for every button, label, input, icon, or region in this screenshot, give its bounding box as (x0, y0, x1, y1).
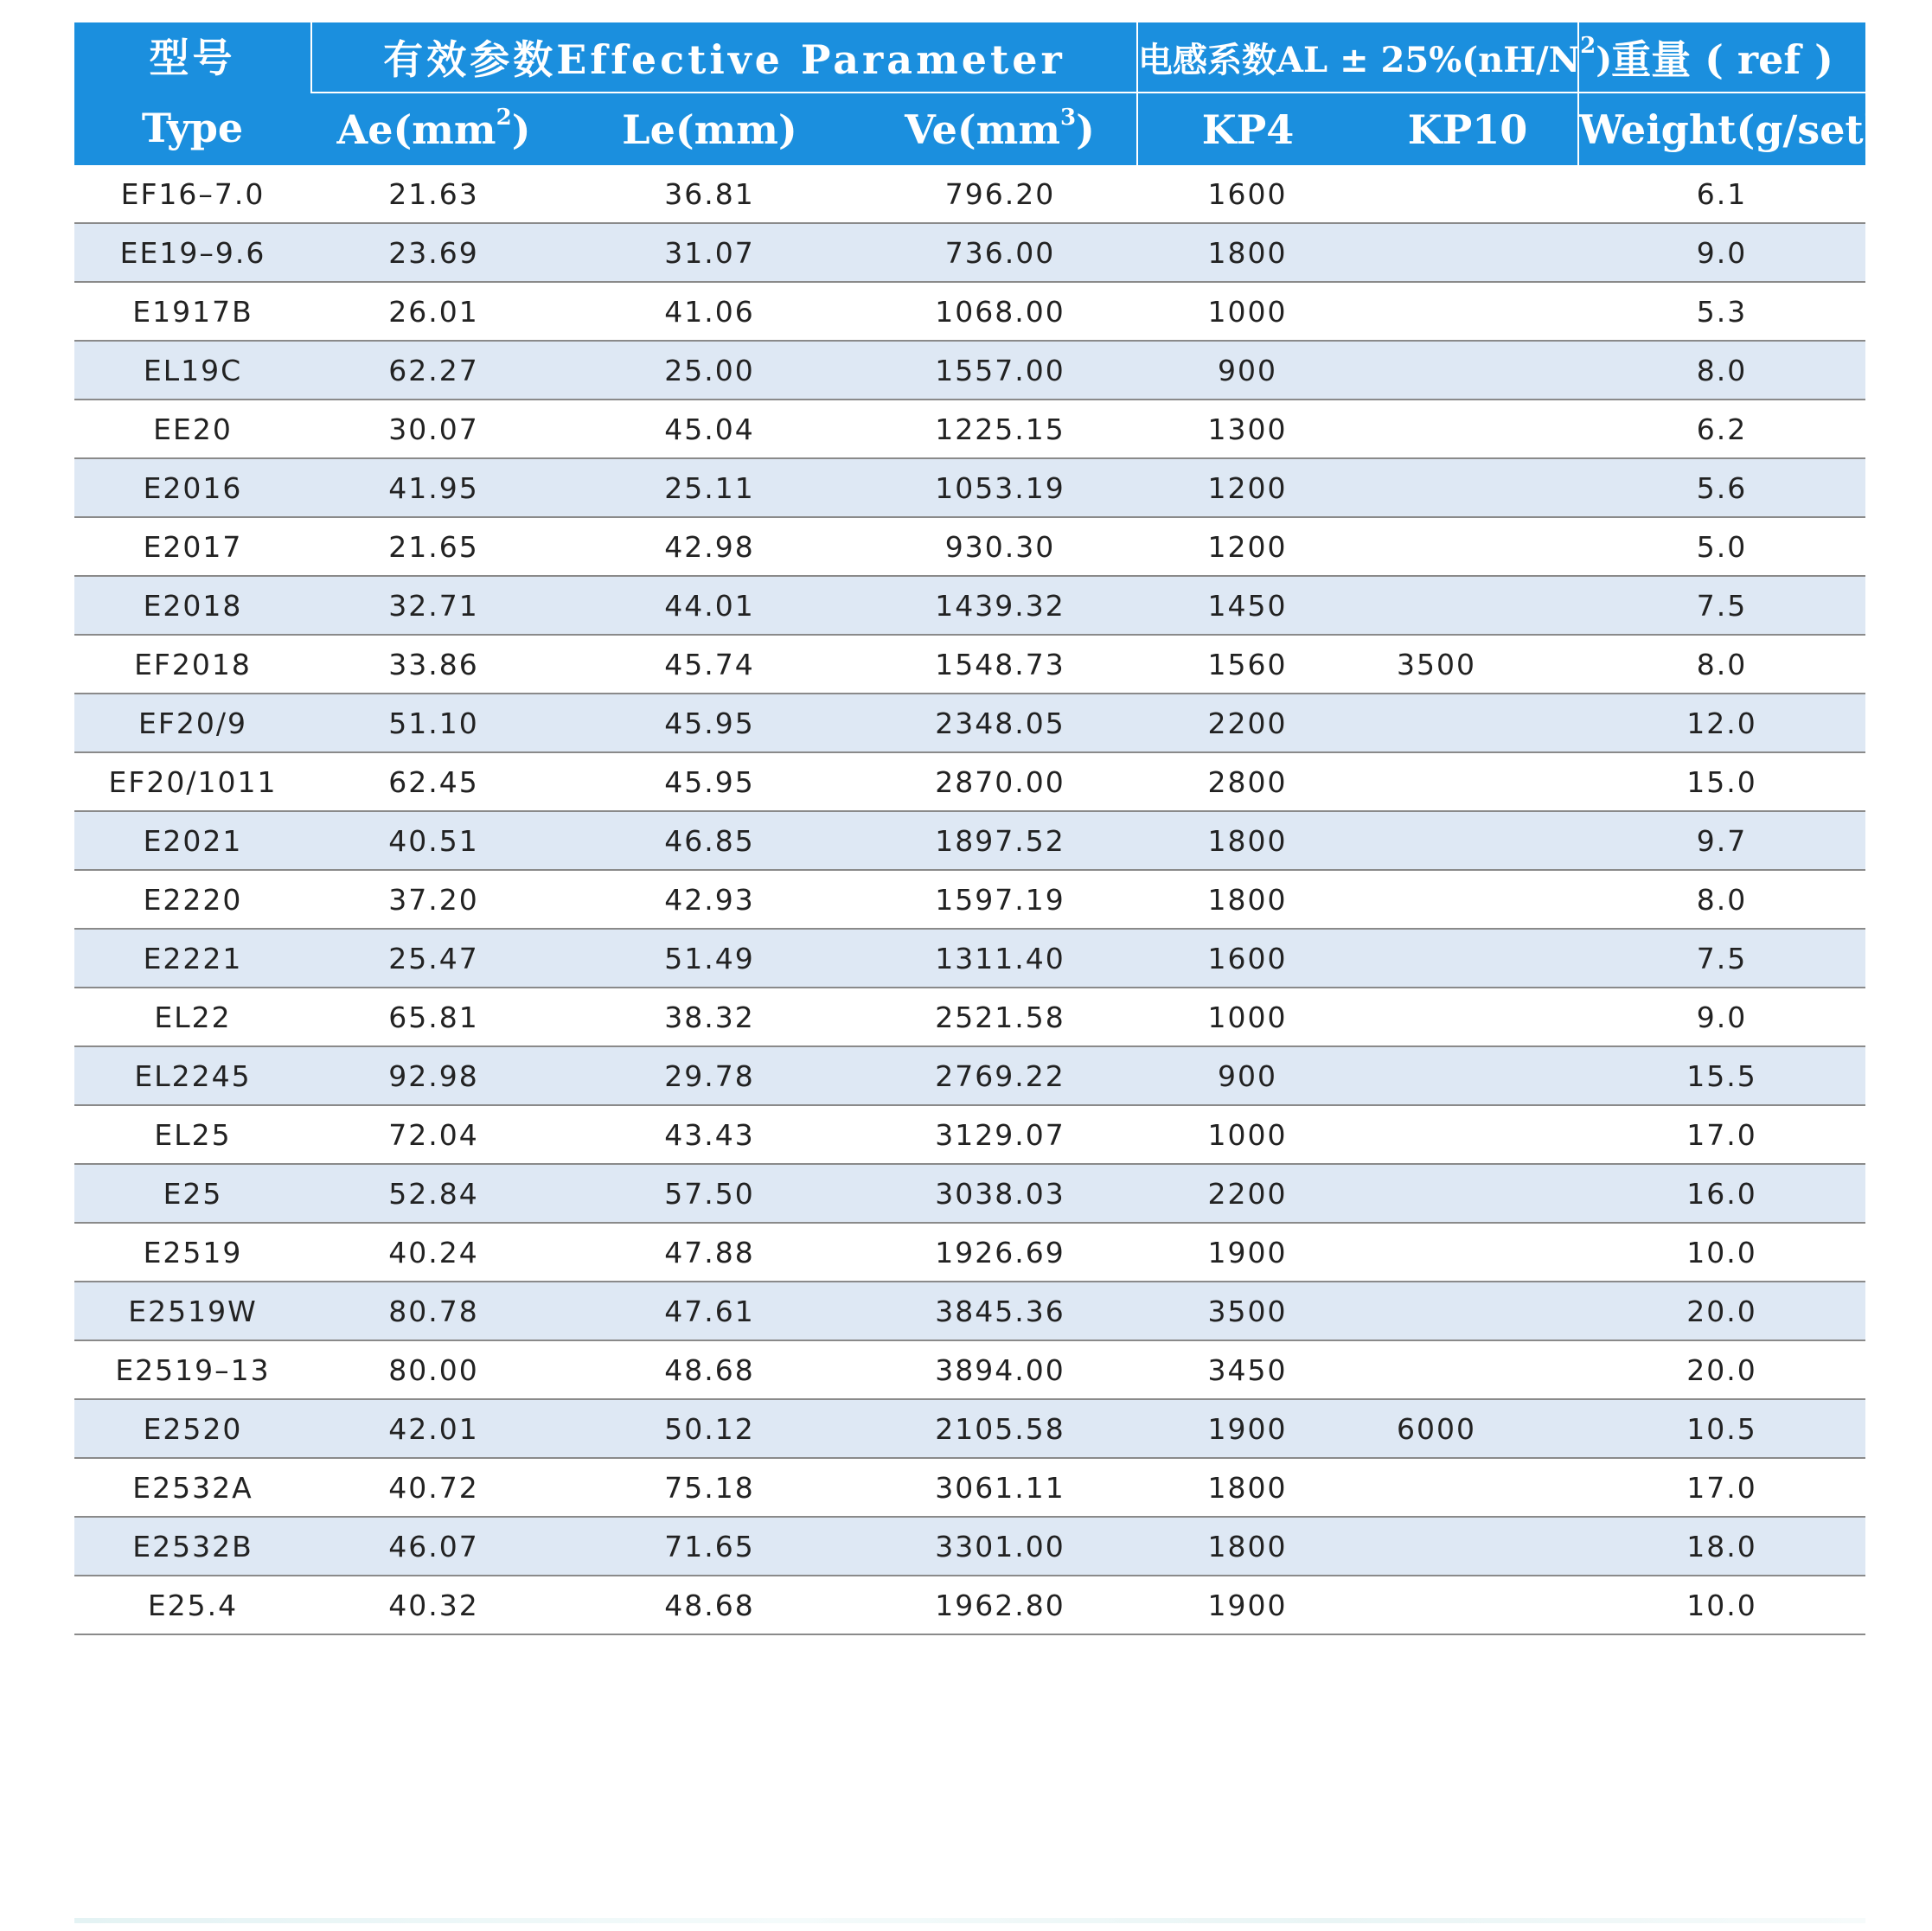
weight-cell: 5.0 (1578, 517, 1865, 576)
ae-cell: 65.81 (311, 988, 556, 1046)
ae-cell: 62.45 (311, 752, 556, 811)
le-cell: 25.11 (556, 458, 863, 517)
kp4-cell: 2200 (1137, 1164, 1358, 1223)
le-cell: 45.95 (556, 752, 863, 811)
weight-cell: 18.0 (1578, 1517, 1865, 1576)
ve-cell: 2870.00 (863, 752, 1137, 811)
table-body (74, 165, 1865, 1634)
kp10-cell: 3500 (1358, 635, 1578, 694)
table-row (74, 1105, 1865, 1164)
weight-cell: 8.0 (1578, 341, 1865, 400)
effective-parameter-label: 有效参数Effective Parameter (383, 36, 1065, 83)
kp4-cell: 1600 (1137, 929, 1358, 988)
effective-parameter-header (311, 22, 1137, 93)
kp4-cell: 1800 (1137, 223, 1358, 282)
type-cell: E2519 (74, 1223, 311, 1282)
kp4-cell: 900 (1137, 1046, 1358, 1105)
le-cell: 48.68 (556, 1340, 863, 1399)
le-cell: 25.00 (556, 341, 863, 400)
weight-header-cn (1578, 22, 1865, 93)
kp4-cell: 3500 (1137, 1282, 1358, 1340)
kp10-cell (1358, 517, 1578, 576)
kp4-cell: 1300 (1137, 400, 1358, 458)
le-cell: 45.95 (556, 694, 863, 752)
ve-cell: 1068.00 (863, 282, 1137, 341)
weight-header-cn-label: 重量 ( ref ) (1611, 36, 1833, 83)
kp10-cell (1358, 165, 1578, 223)
ve-cell: 3129.07 (863, 1105, 1137, 1164)
kp4-cell: 1800 (1137, 870, 1358, 929)
kp10-cell (1358, 576, 1578, 635)
kp10-cell (1358, 1164, 1578, 1223)
kp4-cell: 1000 (1137, 1105, 1358, 1164)
type-cell: E25 (74, 1164, 311, 1223)
ae-cell: 25.47 (311, 929, 556, 988)
kp10-cell (1358, 458, 1578, 517)
le-cell: 50.12 (556, 1399, 863, 1458)
kp4-cell: 2200 (1137, 694, 1358, 752)
table-row (74, 1282, 1865, 1340)
ae-cell: 46.07 (311, 1517, 556, 1576)
kp4-cell: 1900 (1137, 1399, 1358, 1458)
ae-cell: 30.07 (311, 400, 556, 458)
le-cell: 47.88 (556, 1223, 863, 1282)
ae-cell: 40.72 (311, 1458, 556, 1517)
ae-cell: 32.71 (311, 576, 556, 635)
le-cell: 44.01 (556, 576, 863, 635)
ae-cell: 52.84 (311, 1164, 556, 1223)
type-cell: E25.4 (74, 1576, 311, 1634)
weight-cell: 6.2 (1578, 400, 1865, 458)
type-cell: E2016 (74, 458, 311, 517)
kp10-cell (1358, 1340, 1578, 1399)
ae-cell: 40.51 (311, 811, 556, 870)
ve-cell: 3038.03 (863, 1164, 1137, 1223)
ae-cell: 41.95 (311, 458, 556, 517)
table-row (74, 1340, 1865, 1399)
ve-cell: 2105.58 (863, 1399, 1137, 1458)
table-row (74, 400, 1865, 458)
table-row (74, 1458, 1865, 1517)
table-row (74, 870, 1865, 929)
le-cell: 31.07 (556, 223, 863, 282)
kp10-cell (1358, 1458, 1578, 1517)
table-row (74, 1517, 1865, 1576)
inductance-factor-label: 电感系数AL ± 25%(nH/N (1138, 39, 1581, 80)
kp4-cell: 1600 (1137, 165, 1358, 223)
type-cell: EF2018 (74, 635, 311, 694)
ve-cell: 1962.80 (863, 1576, 1137, 1634)
type-cell: E2018 (74, 576, 311, 635)
ve-cell: 1597.19 (863, 870, 1137, 929)
type-cell: EF20/9 (74, 694, 311, 752)
le-cell: 41.06 (556, 282, 863, 341)
kp4-cell: 1560 (1137, 635, 1358, 694)
ae-header-sup: 2 (496, 104, 512, 131)
ve-cell: 1557.00 (863, 341, 1137, 400)
weight-cell: 10.0 (1578, 1223, 1865, 1282)
ae-cell: 42.01 (311, 1399, 556, 1458)
weight-cell: 8.0 (1578, 870, 1865, 929)
le-cell: 45.74 (556, 635, 863, 694)
le-cell: 45.04 (556, 400, 863, 458)
ae-cell: 80.78 (311, 1282, 556, 1340)
type-cell: E2532A (74, 1458, 311, 1517)
ve-cell: 1926.69 (863, 1223, 1137, 1282)
type-cell: EE19–9.6 (74, 223, 311, 282)
type-cell: E2220 (74, 870, 311, 929)
le-cell: 71.65 (556, 1517, 863, 1576)
kp10-cell (1358, 400, 1578, 458)
ve-cell: 3894.00 (863, 1340, 1137, 1399)
kp4-header: KP4 (1137, 93, 1358, 165)
kp10-cell: 6000 (1358, 1399, 1578, 1458)
kp10-cell (1358, 694, 1578, 752)
weight-cell: 17.0 (1578, 1458, 1865, 1517)
kp10-cell (1358, 1517, 1578, 1576)
kp10-cell (1358, 1046, 1578, 1105)
table-row (74, 517, 1865, 576)
table-row (74, 458, 1865, 517)
type-cell: E2221 (74, 929, 311, 988)
ae-cell: 33.86 (311, 635, 556, 694)
le-cell: 38.32 (556, 988, 863, 1046)
kp4-cell: 1800 (1137, 811, 1358, 870)
ae-header-close: ) (511, 106, 531, 153)
le-header: Le(mm) (556, 93, 863, 165)
weight-cell: 6.1 (1578, 165, 1865, 223)
ve-cell: 930.30 (863, 517, 1137, 576)
le-cell: 51.49 (556, 929, 863, 988)
le-cell: 42.98 (556, 517, 863, 576)
inductance-factor-sup: 2 (1580, 32, 1596, 59)
type-cell: EE20 (74, 400, 311, 458)
weight-cell: 10.0 (1578, 1576, 1865, 1634)
le-cell: 48.68 (556, 1576, 863, 1634)
table-row (74, 1164, 1865, 1223)
inductance-factor-close: ) (1596, 39, 1613, 80)
le-cell: 57.50 (556, 1164, 863, 1223)
weight-cell: 9.0 (1578, 988, 1865, 1046)
type-cell: EF20/1011 (74, 752, 311, 811)
table-row (74, 576, 1865, 635)
type-header-cn: 型号 (149, 35, 236, 81)
ve-cell: 3301.00 (863, 1517, 1137, 1576)
ve-header-label: Ve(mm (905, 106, 1060, 153)
ae-header-label: Ae(mm (336, 106, 496, 153)
ae-cell: 21.65 (311, 517, 556, 576)
ae-cell: 62.27 (311, 341, 556, 400)
weight-cell: 20.0 (1578, 1340, 1865, 1399)
weight-cell: 7.5 (1578, 929, 1865, 988)
type-cell: E2519W (74, 1282, 311, 1340)
kp4-cell: 1900 (1137, 1223, 1358, 1282)
ve-cell: 2521.58 (863, 988, 1137, 1046)
weight-cell: 15.0 (1578, 752, 1865, 811)
table-row (74, 694, 1865, 752)
kp4-cell: 1450 (1137, 576, 1358, 635)
ae-cell: 23.69 (311, 223, 556, 282)
type-cell: E1917B (74, 282, 311, 341)
kp10-cell (1358, 282, 1578, 341)
ve-cell: 736.00 (863, 223, 1137, 282)
type-cell: EF16–7.0 (74, 165, 311, 223)
weight-cell: 9.7 (1578, 811, 1865, 870)
table-row (74, 635, 1865, 694)
kp10-cell (1358, 1105, 1578, 1164)
kp4-cell: 1200 (1137, 517, 1358, 576)
ve-cell: 1311.40 (863, 929, 1137, 988)
kp4-cell: 1000 (1137, 282, 1358, 341)
kp10-cell (1358, 1282, 1578, 1340)
ae-cell: 51.10 (311, 694, 556, 752)
ae-cell: 80.00 (311, 1340, 556, 1399)
table-header (74, 22, 1883, 165)
ve-cell: 796.20 (863, 165, 1137, 223)
ve-cell: 1439.32 (863, 576, 1137, 635)
kp10-cell (1358, 870, 1578, 929)
table-row (74, 282, 1865, 341)
le-cell: 75.18 (556, 1458, 863, 1517)
kp10-cell (1358, 1223, 1578, 1282)
kp10-cell (1358, 929, 1578, 988)
ae-header (311, 93, 556, 165)
weight-cell: 7.5 (1578, 576, 1865, 635)
table-row (74, 929, 1865, 988)
ve-cell: 3845.36 (863, 1282, 1137, 1340)
ve-cell: 3061.11 (863, 1458, 1137, 1517)
kp10-cell (1358, 223, 1578, 282)
le-cell: 43.43 (556, 1105, 863, 1164)
kp10-cell (1358, 752, 1578, 811)
kp4-cell: 900 (1137, 341, 1358, 400)
type-cell: E2520 (74, 1399, 311, 1458)
kp10-header: KP10 (1358, 93, 1578, 165)
table-row (74, 1576, 1865, 1634)
weight-header-en: Weight(g/set) (1578, 93, 1865, 165)
type-cell: EL2245 (74, 1046, 311, 1105)
table-row (74, 1223, 1865, 1282)
le-cell: 42.93 (556, 870, 863, 929)
type-cell: E2017 (74, 517, 311, 576)
type-header-en: Type (141, 105, 244, 151)
spec-sheet (74, 22, 1883, 1635)
ae-cell: 72.04 (311, 1105, 556, 1164)
weight-cell: 12.0 (1578, 694, 1865, 752)
kp4-cell: 1200 (1137, 458, 1358, 517)
weight-cell: 16.0 (1578, 1164, 1865, 1223)
type-cell: E2532B (74, 1517, 311, 1576)
type-cell: E2519–13 (74, 1340, 311, 1399)
type-cell: EL22 (74, 988, 311, 1046)
type-cell: E2021 (74, 811, 311, 870)
kp4-cell: 1800 (1137, 1458, 1358, 1517)
inductance-factor-header (1137, 22, 1613, 93)
ae-cell: 26.01 (311, 282, 556, 341)
table-row (74, 988, 1865, 1046)
type-cell: EL25 (74, 1105, 311, 1164)
kp4-cell: 1900 (1137, 1576, 1358, 1634)
kp4-cell: 1800 (1137, 1517, 1358, 1576)
ve-cell: 1053.19 (863, 458, 1137, 517)
ae-cell: 40.32 (311, 1576, 556, 1634)
weight-cell: 20.0 (1578, 1282, 1865, 1340)
weight-cell: 5.6 (1578, 458, 1865, 517)
type-cell: EL19C (74, 341, 311, 400)
weight-cell: 17.0 (1578, 1105, 1865, 1164)
weight-cell: 10.5 (1578, 1399, 1865, 1458)
kp4-cell: 3450 (1137, 1340, 1358, 1399)
table-row (74, 1399, 1865, 1458)
ve-cell: 1225.15 (863, 400, 1137, 458)
weight-cell: 15.5 (1578, 1046, 1865, 1105)
core-parameter-table (74, 22, 1883, 1635)
kp4-cell: 2800 (1137, 752, 1358, 811)
ve-cell: 2769.22 (863, 1046, 1137, 1105)
weight-cell: 9.0 (1578, 223, 1865, 282)
weight-cell: 5.3 (1578, 282, 1865, 341)
type-header (74, 22, 311, 165)
ve-cell: 1548.73 (863, 635, 1137, 694)
ve-header-sup: 3 (1060, 104, 1077, 131)
kp4-cell: 1000 (1137, 988, 1358, 1046)
weight-cell: 8.0 (1578, 635, 1865, 694)
ae-cell: 92.98 (311, 1046, 556, 1105)
le-cell: 47.61 (556, 1282, 863, 1340)
ve-header-close: ) (1076, 106, 1095, 153)
ve-header (863, 93, 1137, 165)
table-row (74, 811, 1865, 870)
table-row (74, 752, 1865, 811)
le-cell: 29.78 (556, 1046, 863, 1105)
ae-cell: 40.24 (311, 1223, 556, 1282)
bottom-decorative-strip (74, 1918, 1865, 1923)
table-row (74, 165, 1865, 223)
table-row (74, 341, 1865, 400)
ve-cell: 1897.52 (863, 811, 1137, 870)
kp10-cell (1358, 341, 1578, 400)
ve-cell: 2348.05 (863, 694, 1137, 752)
table-row (74, 223, 1865, 282)
ae-cell: 37.20 (311, 870, 556, 929)
le-cell: 36.81 (556, 165, 863, 223)
ae-cell: 21.63 (311, 165, 556, 223)
table-row (74, 1046, 1865, 1105)
kp10-cell (1358, 811, 1578, 870)
kp10-cell (1358, 988, 1578, 1046)
le-cell: 46.85 (556, 811, 863, 870)
kp10-cell (1358, 1576, 1578, 1634)
